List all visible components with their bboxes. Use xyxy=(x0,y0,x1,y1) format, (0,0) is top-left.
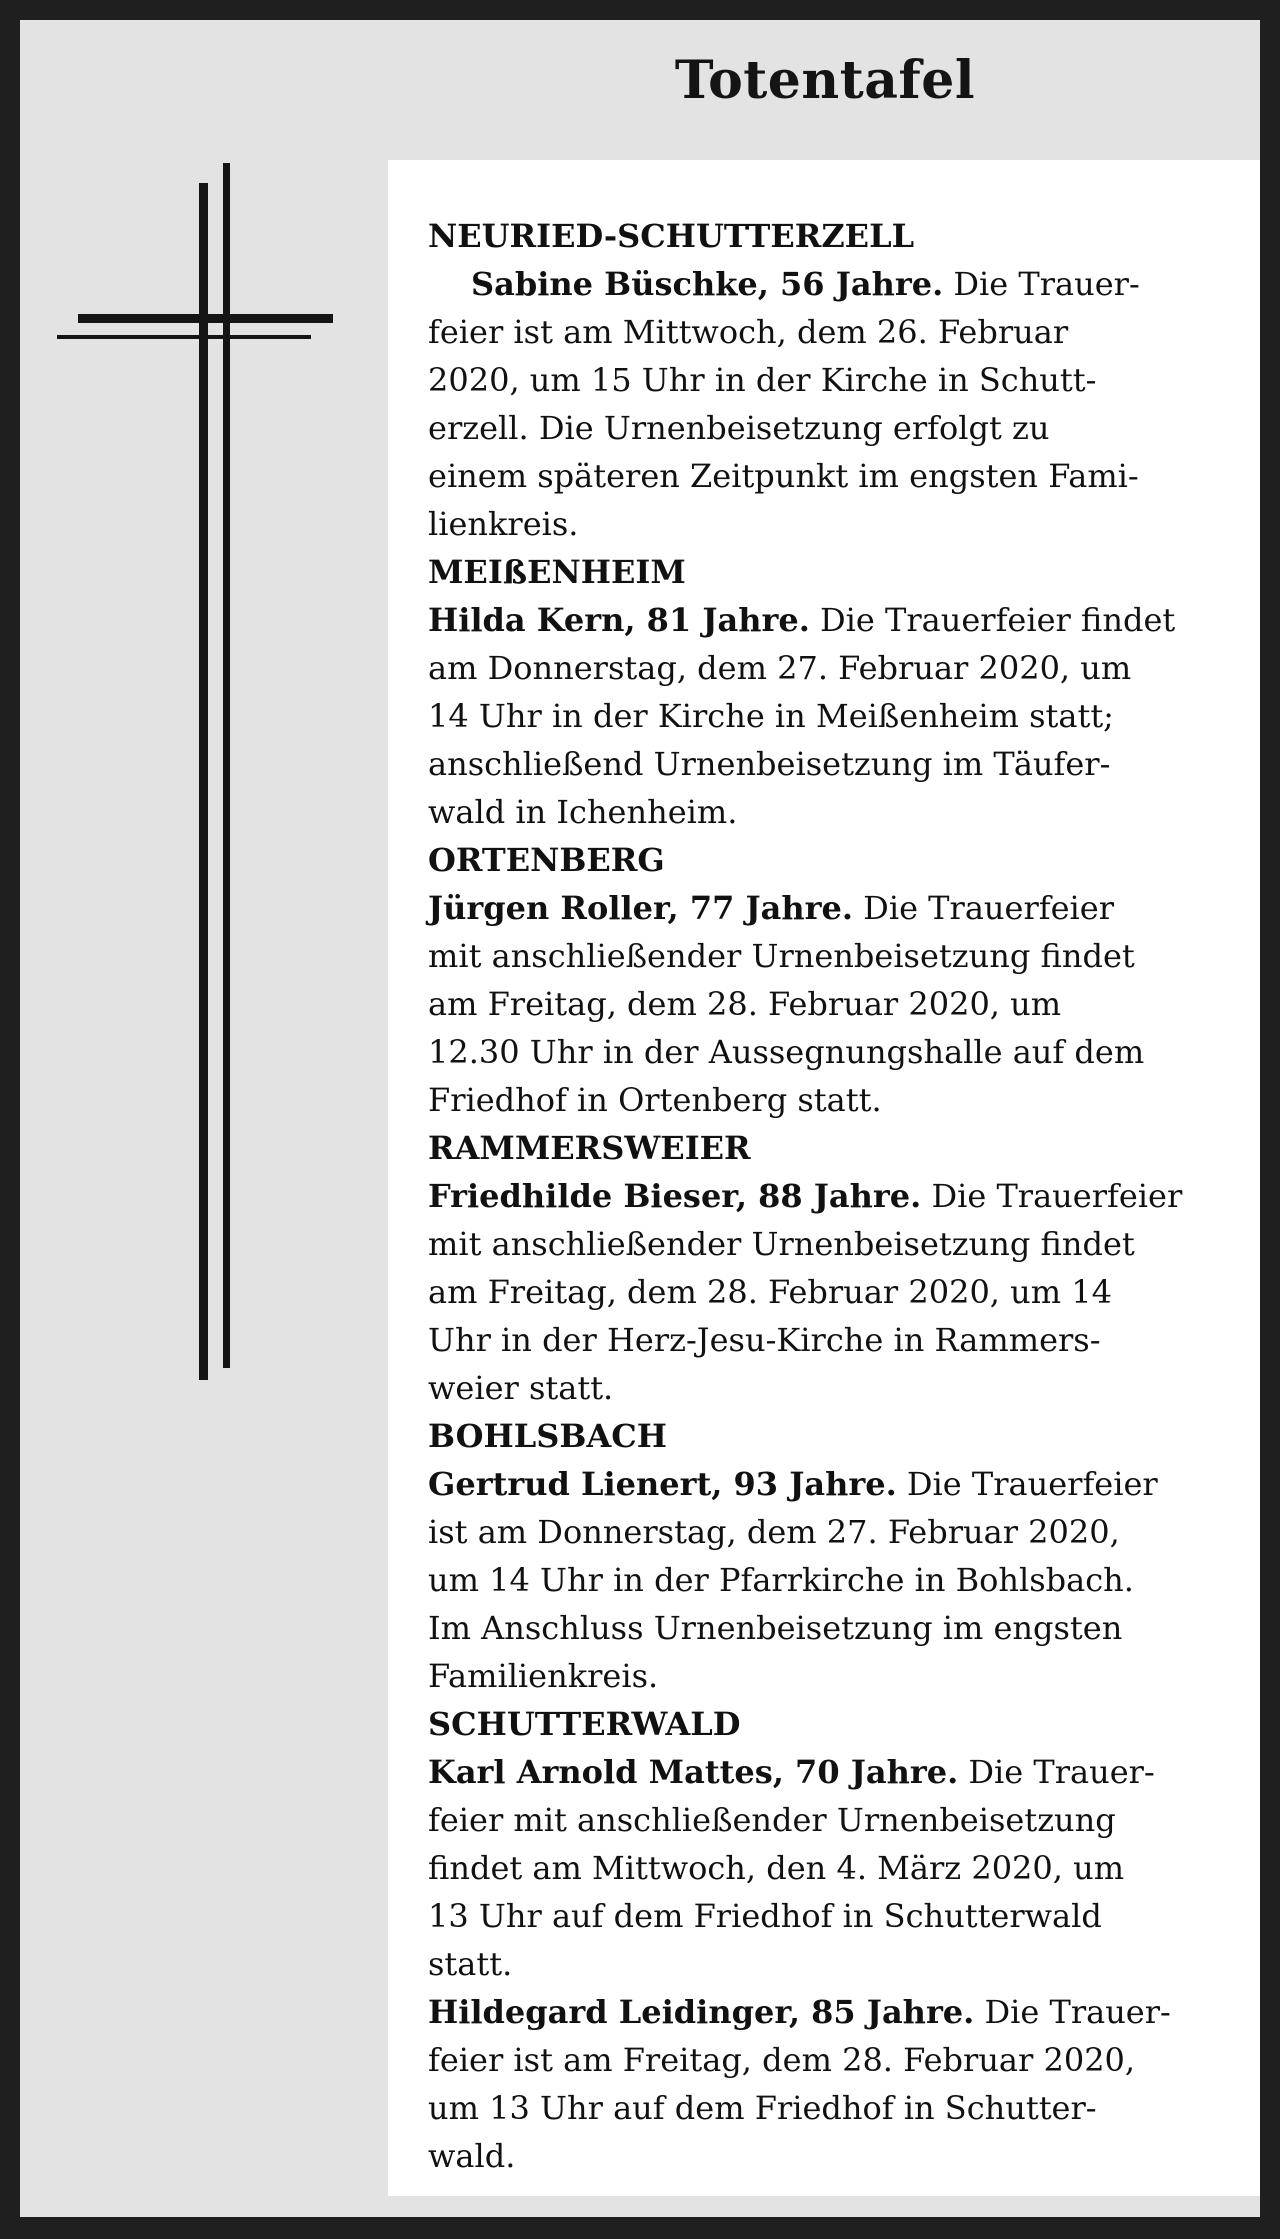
obituary-text xyxy=(428,596,1240,836)
obituary-entry xyxy=(428,1412,1240,1700)
obituary-text xyxy=(428,1172,1240,1412)
obituary-details: Die Trauer- feier mit anschließender Urnenbeisetzung findet am Mittwoch, den 4. März 2020, um 13 Uhr auf dem Friedhof in Schutterwald statt. xyxy=(428,1753,1155,1983)
obituary-entry xyxy=(428,212,1240,548)
deceased-name: Sabine Büschke, 56 Jahre. xyxy=(471,265,944,303)
obituary-entry xyxy=(428,548,1240,836)
deceased-name: Gertrud Lienert, 93 Jahre. xyxy=(428,1465,897,1503)
deceased-name: Hildegard Leidinger, 85 Jahre. xyxy=(428,1993,975,2031)
page-title: Totentafel xyxy=(674,50,976,111)
obituary-text xyxy=(428,1988,1240,2180)
deceased-name: Karl Arnold Mattes, 70 Jahre. xyxy=(428,1753,959,1791)
obituary-details: Die Trauerfeier findet am Donnerstag, dem 27. Februar 2020, um 14 Uhr in der Kirche in Meißenheim statt; anschließend Urnenbeisetzung im Täufer- wald in Ichenheim. xyxy=(428,601,1176,831)
obituary-text xyxy=(428,260,1240,548)
place-heading: SCHUTTERWALD xyxy=(428,1705,741,1743)
cross-icon xyxy=(20,20,360,1400)
obituary-details: Die Trauerfeier mit anschließender Urnenbeisetzung findet am Freitag, dem 28. Februar 2020, um 12.30 Uhr in der Aussegnungshalle auf dem Friedhof in Ortenberg statt. xyxy=(428,889,1145,1119)
obituary-text xyxy=(428,1460,1240,1700)
place-heading: RAMMERSWEIER xyxy=(428,1129,751,1167)
obituary-details: Die Trauerfeier ist am Donnerstag, dem 27. Februar 2020, um 14 Uhr in der Pfarrkirche in Bohlsbach. Im Anschluss Urnenbeisetzung im engsten Familienkreis. xyxy=(428,1465,1158,1695)
place-heading: NEURIED-SCHUTTERZELL xyxy=(428,217,915,255)
obituary-entry xyxy=(428,1700,1240,1988)
deceased-name: Friedhilde Bieser, 88 Jahre. xyxy=(428,1177,922,1215)
obituary-details: Die Trauer- feier ist am Mittwoch, dem 26. Februar 2020, um 15 Uhr in der Kirche in Schutt- erzell. Die Urnenbeisetzung erfolgt zu einem späteren Zeitpunkt im engsten Fami- lienkreis. xyxy=(428,265,1140,543)
notice-panel xyxy=(20,20,1260,2217)
obituary-text xyxy=(428,884,1240,1124)
place-heading: BOHLSBACH xyxy=(428,1417,667,1455)
obituary-list xyxy=(388,160,1260,2196)
obituary-entry xyxy=(428,836,1240,1124)
obituary-text xyxy=(428,1748,1240,1988)
deceased-name: Hilda Kern, 81 Jahre. xyxy=(428,601,810,639)
obituary-entry xyxy=(428,1988,1240,2180)
obituary-details: Die Trauerfeier mit anschließender Urnenbeisetzung findet am Freitag, dem 28. Februar 2020, um 14 Uhr in der Herz-Jesu-Kirche in Rammers- weier statt. xyxy=(428,1177,1183,1407)
deceased-name: Jürgen Roller, 77 Jahre. xyxy=(428,889,853,927)
obituary-entry xyxy=(428,1124,1240,1412)
place-heading: MEIßENHEIM xyxy=(428,553,686,591)
place-heading: ORTENBERG xyxy=(428,841,665,879)
obituary-details: Die Trauer- feier ist am Freitag, dem 28. Februar 2020, um 13 Uhr auf dem Friedhof in Schutter- wald. xyxy=(428,1993,1171,2175)
